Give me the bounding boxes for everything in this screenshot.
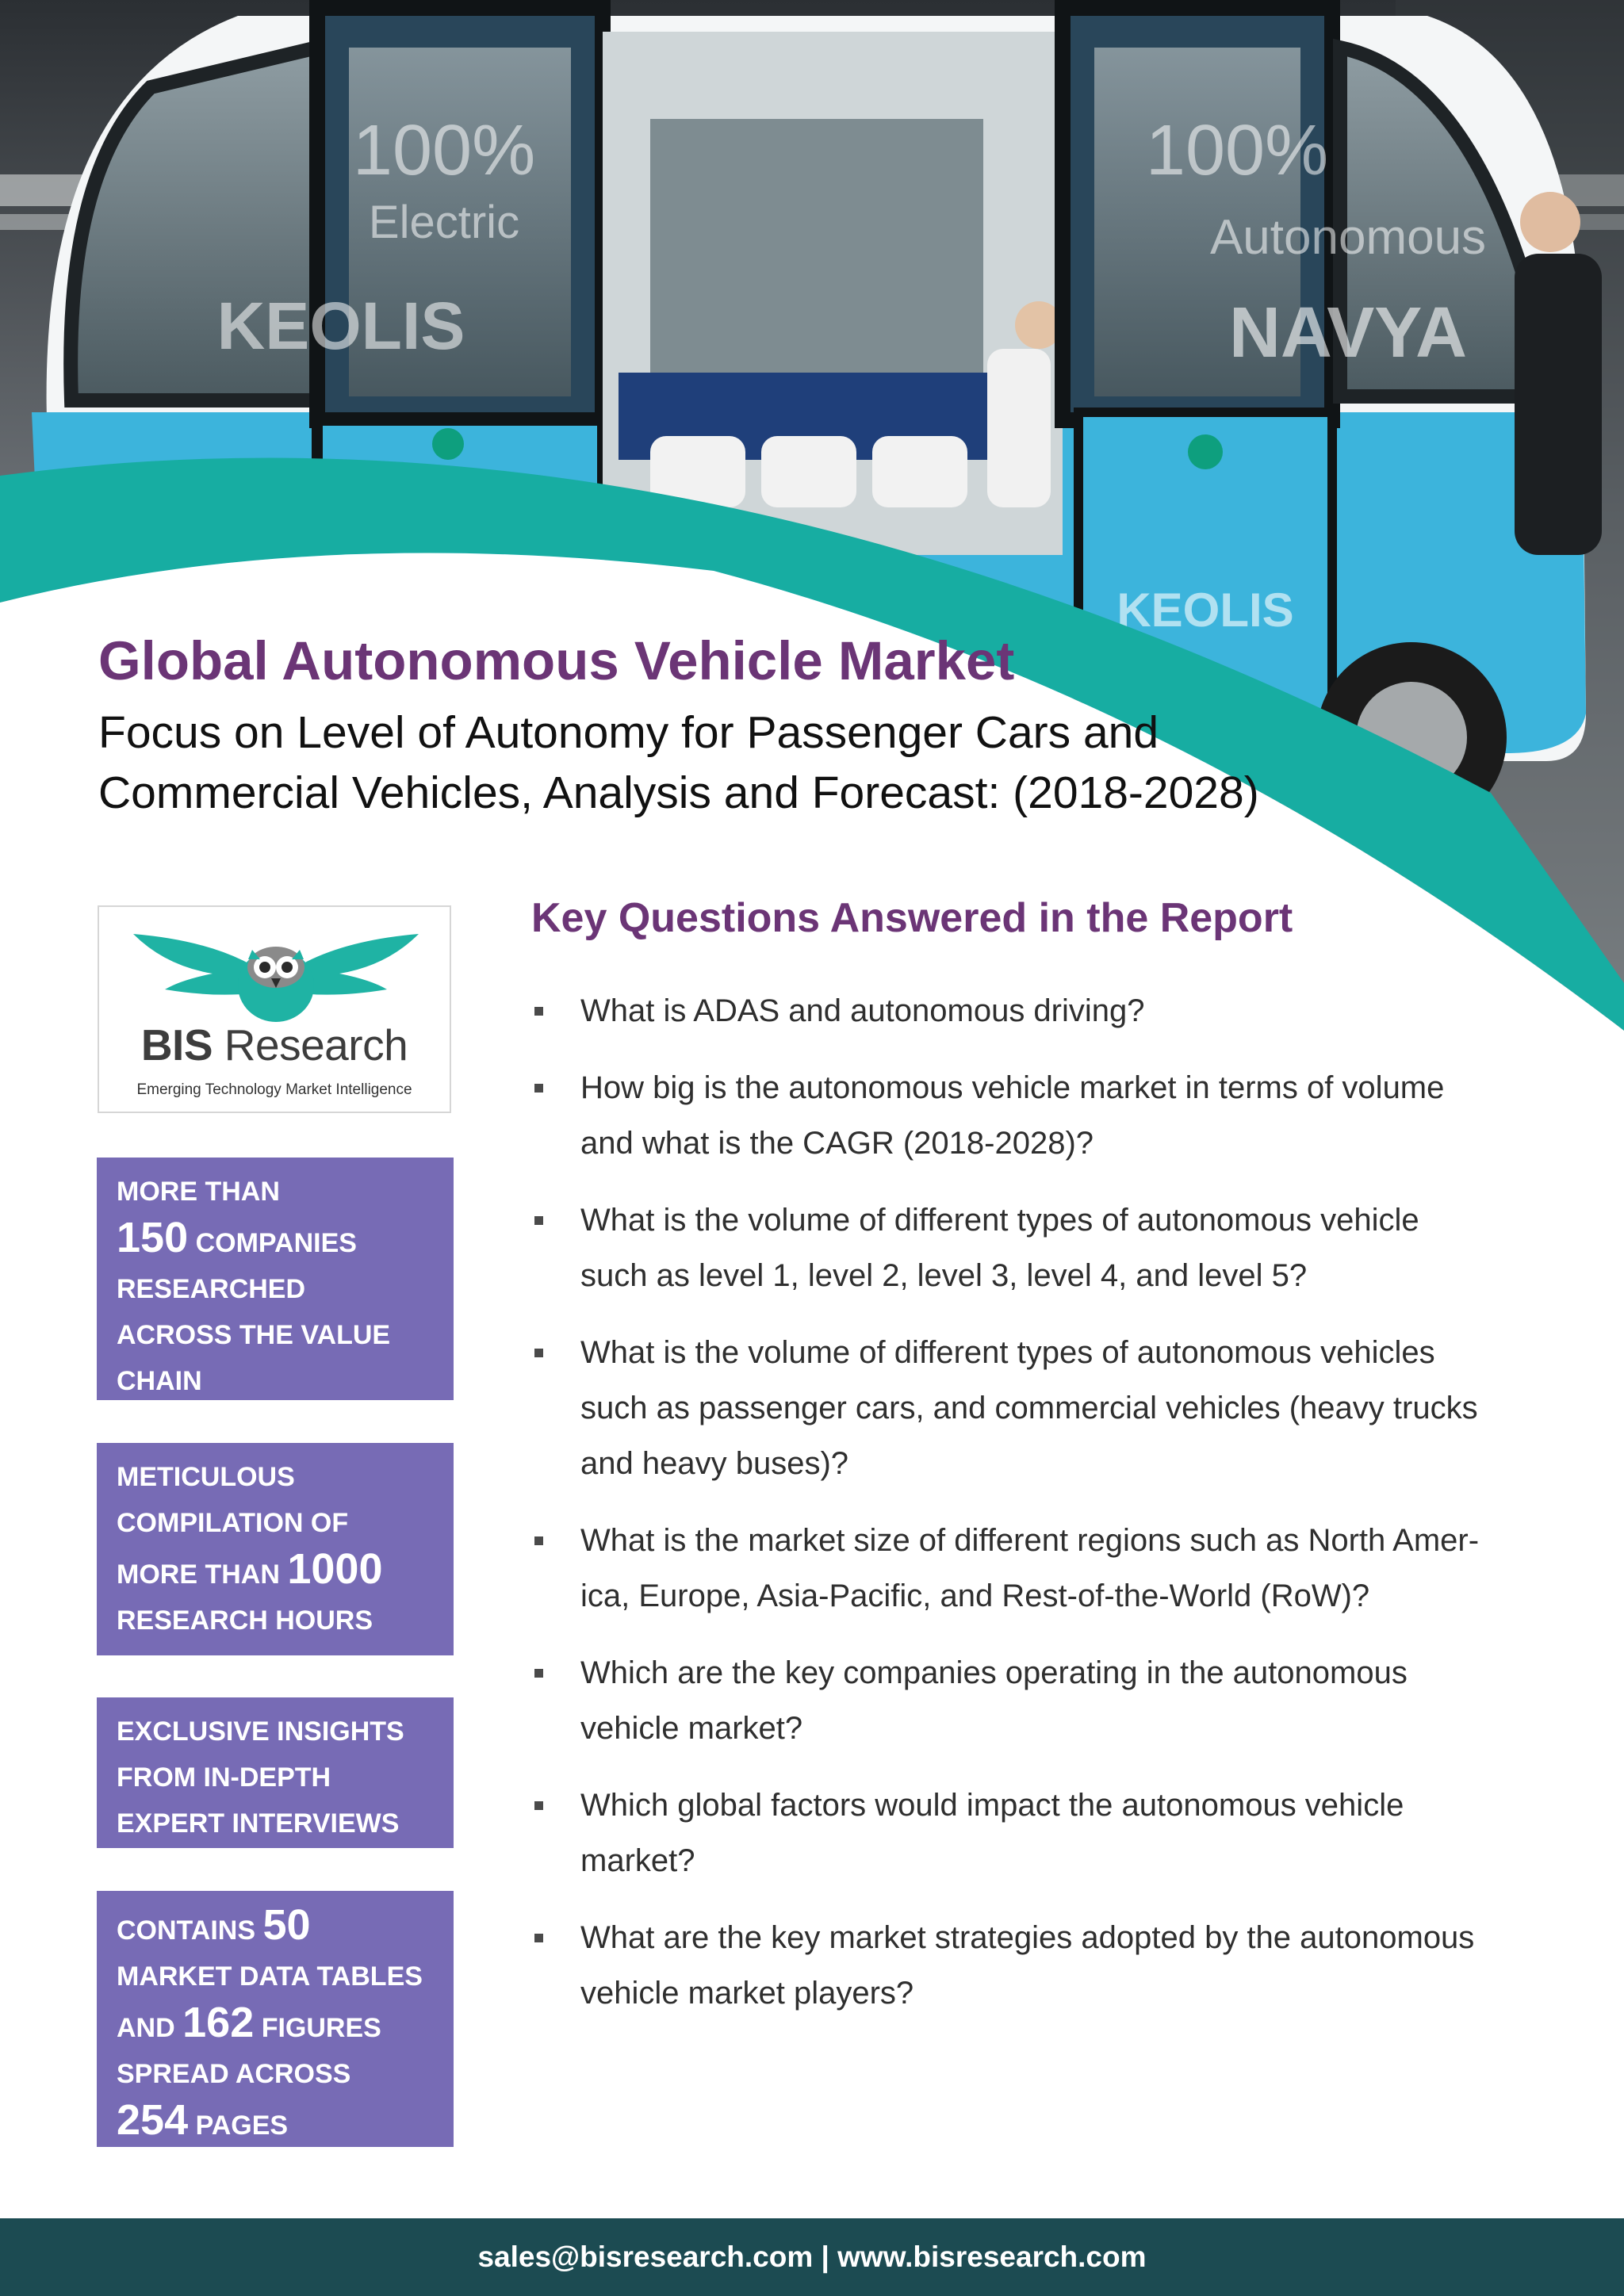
window-text-navya: NAVYA [1228,293,1468,373]
window-text-keolis: KEOLIS [216,289,465,363]
subtitle-line-2: Commercial Vehicles, Analysis and Forecast: (2018-2028) [98,767,1259,818]
window-text-autonomous: Autonomous [1209,210,1487,265]
list-item: What is the volume of different types of autonomous vehicle such as level 1, level 2, level 3, level 4, and level 5? [531,1192,1530,1303]
page-subtitle [98,702,1335,823]
door-text-keolis: KEOLIS [1116,584,1294,637]
bullet-icon [534,1934,543,1942]
bis-research-logo [98,905,451,1113]
list-item: What are the key market strategies adopted by the autonomous vehicle market players? [531,1910,1530,2021]
window-text-100: 100% [352,111,536,190]
footer-contact[interactable]: sales@bisresearch.com | www.bisresearch.com [0,2218,1624,2296]
owl-icon [133,918,419,1023]
bullet-icon [534,1669,543,1678]
bullet-icon [534,1349,543,1357]
key-questions-list [531,983,1530,2042]
list-item: How big is the autonomous vehicle market in terms of volume and what is the CAGR (2018-2028)? [531,1060,1530,1171]
bullet-icon [534,1084,543,1093]
title-block [98,626,1335,823]
window-text-electric: Electric [368,197,520,248]
list-item: Which are the key companies operating in the autonomous vehicle market? [531,1645,1530,1756]
window-text-100-right: 100% [1145,111,1329,190]
stat-box-expert-interviews: EXCLUSIVE INSIGHTS FROM IN-DEPTH EXPERT INTERVIEWS [97,1697,454,1848]
bullet-icon [534,1216,543,1225]
list-item: Which global factors would impact the autonomous vehicle market? [531,1777,1530,1888]
list-item: What is the market size of different regions such as North Amer- ica, Europe, Asia-Pacific, and Rest-of-the-World (RoW)? [531,1513,1530,1624]
stat-box-data-tables: CONTAINS 50 MARKET DATA TABLES AND 162 FIGURES SPREAD ACROSS 254 PAGES [97,1891,454,2147]
page-title: Global Autonomous Vehicle Market [98,630,1015,691]
subtitle-line-1: Focus on Level of Autonomy for Passenger Cars and [98,707,1159,758]
stat-box-companies: MORE THAN 150 COMPANIES RESEARCHED ACROSS THE VALUE CHAIN [97,1158,454,1400]
list-item: What is ADAS and autonomous driving? [531,983,1530,1039]
list-item: What is the volume of different types of autonomous vehicles such as passenger cars, and commercial vehicles (heavy trucks and heavy buses)? [531,1325,1530,1491]
stat-box-research-hours: METICULOUS COMPILATION OF MORE THAN 1000 RESEARCH HOURS [97,1443,454,1655]
hero-photo [0,0,1624,1031]
logo-tagline: Emerging Technology Market Intelligence [136,1081,412,1098]
bullet-icon [534,1007,543,1016]
bullet-icon [534,1536,543,1545]
logo-name: BIS Research [140,1020,408,1070]
key-questions-heading: Key Questions Answered in the Report [531,895,1293,941]
bullet-icon [534,1801,543,1810]
